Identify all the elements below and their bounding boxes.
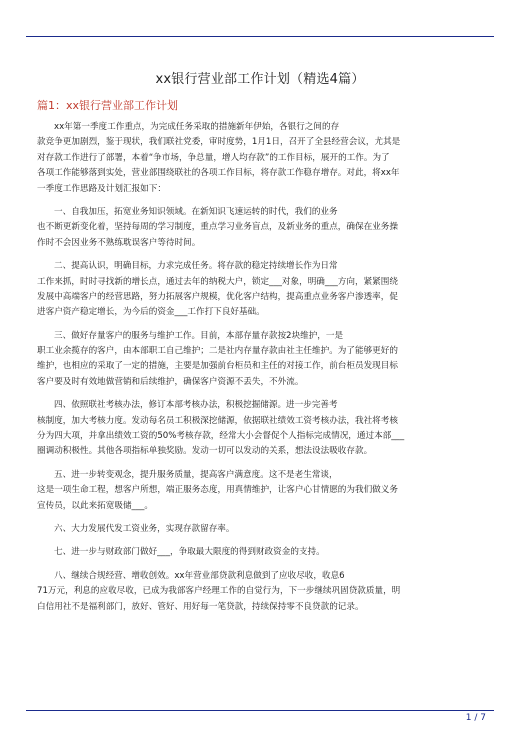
paragraph	[37, 259, 483, 321]
paragraph-gap	[37, 514, 483, 522]
paragraph-line: 款竞争更加剧烈，鉴于现状，我们联社党委，审时度势，1月1日，召开了全县经营会议，尤其是	[37, 137, 401, 148]
paragraph-line: 八、继续合规经营、增收创效。xx年营业部贷款利息做到了应收尽收，收息6	[54, 570, 345, 581]
paragraph-line: 维护，也相应的采取了一定的措施，主要是加强前台柜员和主任的对接工作，前台柜员发现目标	[37, 361, 398, 372]
section-heading: 篇1：xx银行营业部工作计划	[37, 99, 179, 112]
paragraph	[37, 545, 483, 560]
paragraph-line: 二、提高认识，明确目标，力求完成任务。将存款的稳定持续增长作为日常	[54, 261, 338, 272]
paragraph	[37, 329, 483, 391]
paragraph-line: 作时不会因业务不熟练耽误客户等待时间。	[37, 237, 201, 248]
paragraph-line: 宣传员，以此来拓宽吸储___。	[37, 500, 154, 511]
paragraph-line: 也不断更新变化着，坚持每周的学习制度，重点学习业务盲点，及新业务的重点，确保在业务操	[37, 222, 398, 233]
paragraph-line: 白信用社不是福利部门，放好、管好、用好每一笔贷款，持续保持零不良贷款的记录。	[37, 601, 364, 612]
footer-rule	[26, 710, 494, 711]
paragraph-gap	[37, 390, 483, 398]
paragraph-gap	[37, 561, 483, 569]
paragraph-line: 职工业余揽存的客户，由本部职工自己维护；二是社内存量存款由社主任维护。为了能够更好的	[37, 346, 398, 357]
paragraph-gap	[37, 321, 483, 329]
document-body	[37, 120, 483, 615]
paragraph-gap	[37, 197, 483, 205]
paragraph-gap	[37, 537, 483, 545]
paragraph-line: 进客户资产稳定增长，为今后的资金___工作打下良好基础。	[37, 307, 265, 318]
paragraph-line: 发展中高端客户的经营思路，努力拓展客户规模，优化客户结构，提高重点业务客户渗透率，促	[37, 291, 398, 302]
paragraph-line: 四、依照联社考核办法，修订本部考核办法，积极挖掘储源。进一步完善考	[54, 400, 338, 411]
paragraph	[37, 120, 483, 197]
paragraph-line: 六、大力发展代发工资业务，实现存款留存率。	[54, 523, 235, 534]
paragraph-line: 这是一项生命工程，想客户所想，端正服务态度，用真情维护，让客户心甘情愿的为我们做义务	[37, 485, 398, 496]
paragraph-line: 对存款工作进行了部署，本着“争市场，争总量，增人均存款”的工作目标，展开的工作。为了	[37, 152, 390, 163]
paragraph-line: 一、自我加压，拓宽业务知识领域。在新知识飞速运转的时代，我们的业务	[54, 206, 338, 217]
paragraph-line: 五、进一步转变观念，提升服务质量，提高客户满意度。这不是老生常谈，	[54, 469, 338, 480]
page-indicator: 1 / 7	[465, 713, 486, 723]
paragraph-line: 圈调动积极性。其他各项指标单独奖励。发动一切可以发动的关系，想法设法吸收存款。	[37, 446, 373, 457]
paragraph-line: xx年第一季度工作重点，为完成任务采取的措施新年伊始，各银行之间的存	[54, 122, 340, 132]
paragraph	[37, 468, 483, 514]
paragraph-line: 分为四大项，并拿出绩效工资的50%考核存款，经常大小会督促个人指标完成情况，通过本部___	[37, 431, 405, 442]
paragraph-line: 各项工作能够落到实处，营业部围绕联社的各项工作目标，将存款工作稳存增存。对此，将xx年	[37, 168, 400, 179]
paragraph	[37, 522, 483, 537]
paragraph-line: 七、进一步与财政部门做好___，争取最大限度的得到财政资金的支持。	[54, 547, 325, 558]
document-title: xx银行营业部工作计划（精选4篇）	[155, 72, 365, 87]
paragraph	[37, 398, 483, 460]
paragraph-line: 71万元，利息的应收尽收，已成为我部客户经理工作的自觉行为，下一步继续巩固贷款质量，明	[37, 586, 401, 597]
paragraph	[37, 205, 483, 251]
paragraph-gap	[37, 460, 483, 468]
header-rule	[26, 36, 494, 37]
paragraph-line: 核制度，加大考核力度。发动每名员工积极深挖储源，依据联社绩效工资考核办法，我社将考核	[37, 415, 398, 426]
paragraph	[37, 569, 483, 615]
paragraph-gap	[37, 251, 483, 259]
paragraph-line: 一季度工作思路及计划汇报如下：	[37, 183, 166, 194]
paragraph-line: 三、做好存量客户的服务与维护工作。目前，本部存量存款按2块维护，一是	[54, 330, 344, 341]
paragraph-line: 工作来抓，时时寻找新的增长点，通过去年的纳税大户，锁定___对象，明确___方向，紧紧围绕	[37, 276, 398, 287]
paragraph-line: 客户要及时有效地做营销和后续维护，确保客户资源不丢失，不外流。	[37, 376, 304, 387]
